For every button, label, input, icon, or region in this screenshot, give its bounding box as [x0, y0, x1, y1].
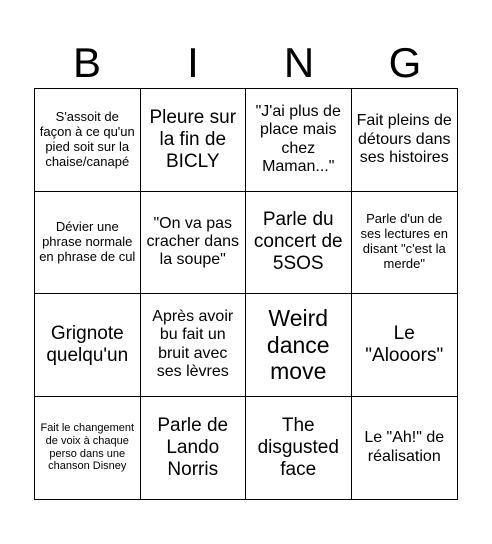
bingo-cell[interactable]: Parle d'un de ses lectures en disant "c'est la merde" — [352, 192, 458, 295]
bingo-header — [34, 38, 458, 88]
header-letter-n: N — [283, 39, 315, 86]
bingo-cell[interactable]: Le "Ah!" de réalisation — [364, 429, 445, 465]
header-letter-b: B — [72, 39, 101, 86]
bingo-cell[interactable]: Weird dance move — [246, 294, 352, 397]
bingo-cell[interactable]: Parle de Lando Norris — [141, 397, 247, 500]
bingo-cell[interactable]: Pleure sur la fin de BICLY — [141, 89, 247, 192]
bingo-cell[interactable]: "J'ai plus de place mais chez Maman..." — [246, 89, 352, 192]
bingo-grid — [34, 88, 458, 500]
bingo-cell[interactable]: Fait le changement de voix à chaque perso dans une chanson Disney — [35, 397, 141, 500]
bingo-cell[interactable]: Grignote quelqu'un — [35, 294, 141, 397]
header-letter-g: G — [388, 39, 422, 86]
bingo-cell[interactable]: Fait pleins de détours dans ses histoires — [352, 89, 458, 192]
bingo-cell[interactable]: Après avoir bu fait un bruit avec ses lèvres — [141, 294, 247, 397]
bingo-cell[interactable]: "On va pas cracher dans la soupe" — [141, 192, 247, 295]
bingo-cell[interactable]: The disgusted face — [246, 397, 352, 500]
bingo-cell[interactable]: Dévier une phrase normale en phrase de cul — [35, 192, 141, 295]
bingo-cell[interactable]: S'assoit de façon à ce qu'un pied soit sur la chaise/canapé — [35, 89, 141, 192]
header-letter-i: I — [187, 39, 199, 86]
bingo-cell[interactable]: Parle du concert de 5SOS — [246, 192, 352, 295]
bingo-cell[interactable]: Le "Alooors" — [352, 294, 458, 397]
